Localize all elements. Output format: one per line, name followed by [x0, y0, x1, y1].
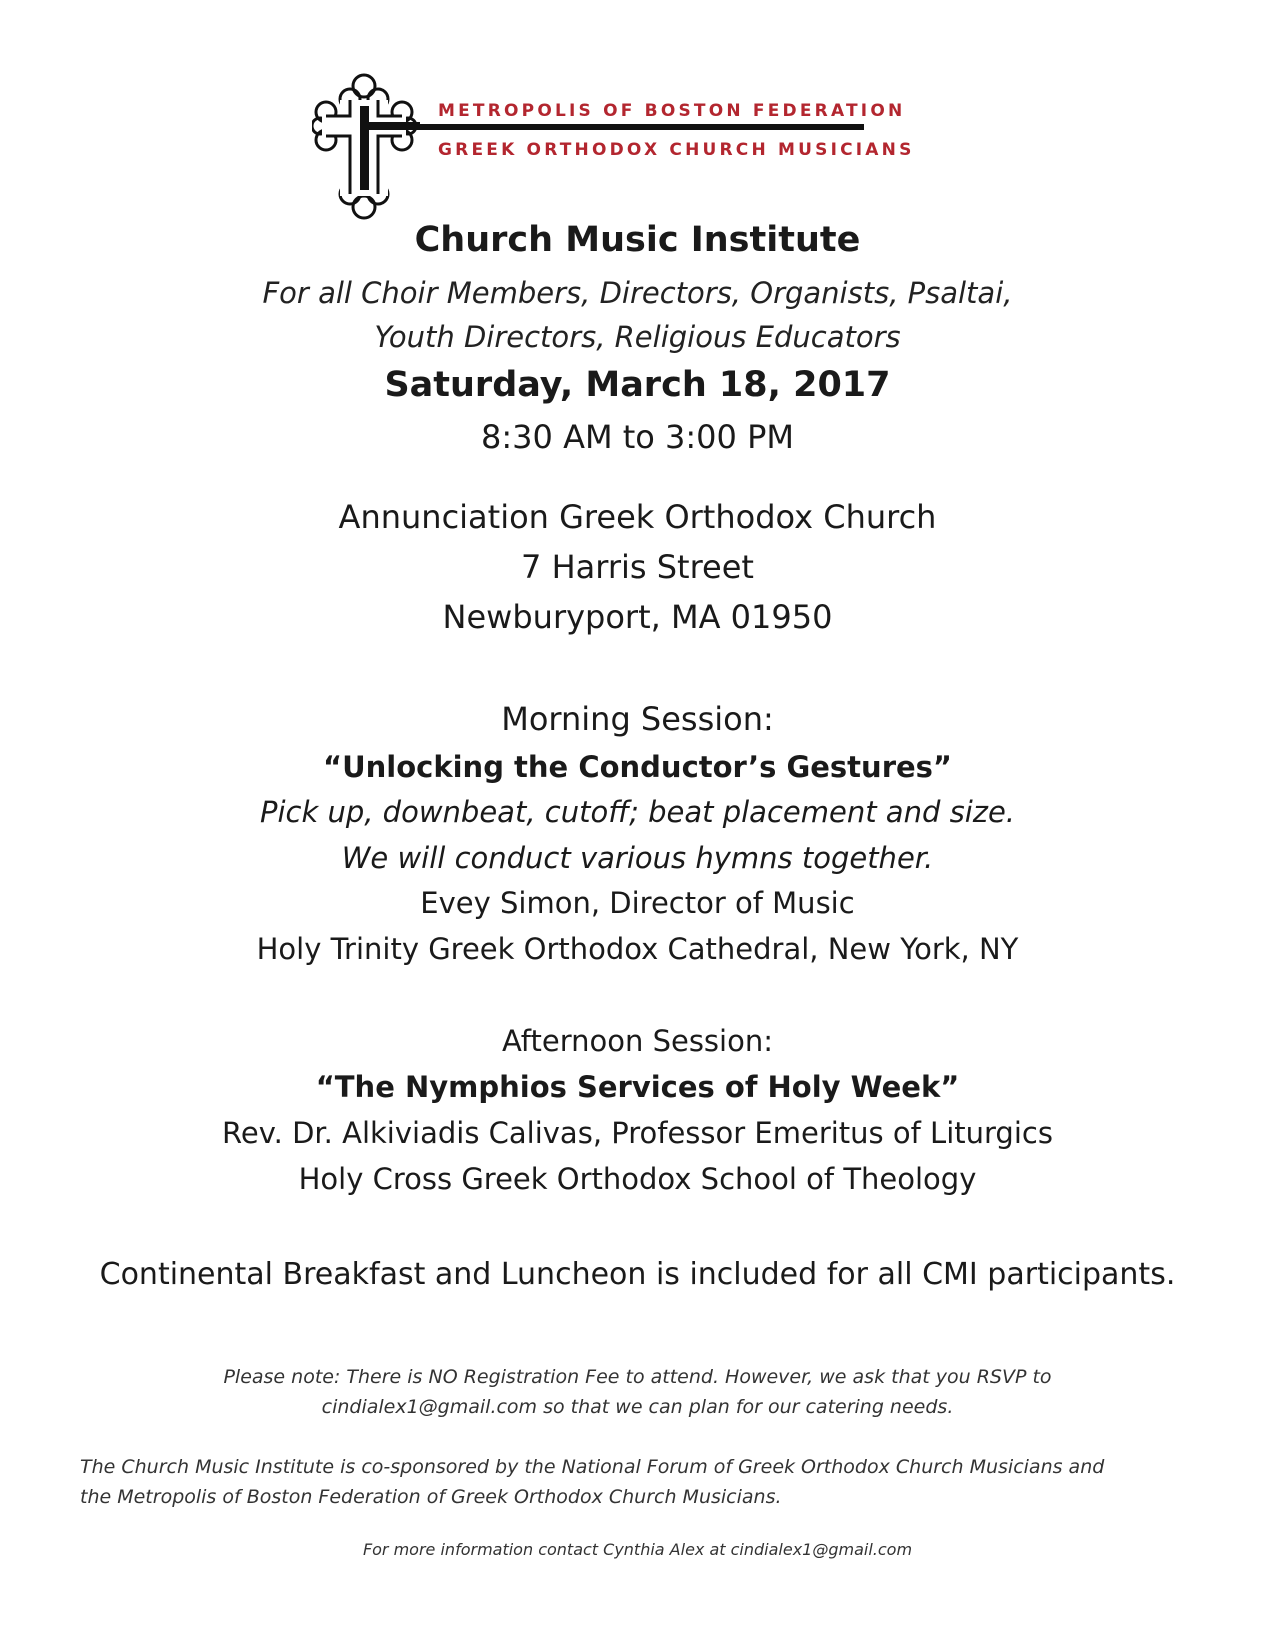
meals-note: Continental Breakfast and Luncheon is included for all CMI participants.: [99, 1257, 1176, 1292]
venue-city: Newburyport, MA 01950: [442, 598, 833, 636]
logo-title-line2: GREEK ORTHODOX CHURCH MUSICIANS: [438, 140, 915, 160]
federation-logo: [312, 70, 915, 230]
event-date: Saturday, March 18, 2017: [384, 365, 891, 405]
afternoon-session-affiliation: Holy Cross Greek Orthodox School of Theology: [298, 1162, 977, 1196]
venue-street: 7 Harris Street: [521, 548, 754, 586]
event-time: 8:30 AM to 3:00 PM: [481, 418, 794, 456]
event-title: Church Music Institute: [414, 220, 861, 260]
afternoon-session-speaker: Rev. Dr. Alkiviadis Calivas, Professor Emeritus of Liturgics: [222, 1116, 1053, 1150]
afternoon-session-title: “The Nymphios Services of Holy Week”: [315, 1070, 960, 1104]
morning-session-description-1: Pick up, downbeat, cutoff; beat placement and size.: [259, 795, 1016, 829]
morning-session-description-2: We will conduct various hymns together.: [341, 841, 934, 875]
afternoon-session-heading: Afternoon Session:: [501, 1024, 773, 1058]
sponsors-line-2: the Metropolis of Boston Federation of Greek Orthodox Church Musicians.: [80, 1486, 782, 1508]
morning-session-title: “Unlocking the Conductor’s Gestures”: [323, 750, 952, 784]
audience-line-1: For all Choir Members, Directors, Organists, Psaltai,: [262, 276, 1013, 310]
audience-line-2: Youth Directors, Religious Educators: [374, 320, 901, 354]
morning-session-speaker: Evey Simon, Director of Music: [420, 886, 855, 920]
sponsors-line-1: The Church Music Institute is co-sponsored by the National Forum of Greek Orthodox Church Musicians and: [80, 1456, 1105, 1478]
registration-note-line-2: cindialex1@gmail.com so that we can plan for our catering needs.: [321, 1396, 954, 1418]
venue-name: Annunciation Greek Orthodox Church: [338, 498, 937, 536]
morning-session-heading: Morning Session:: [501, 700, 774, 738]
registration-note-line-1: Please note: There is NO Registration Fee to attend. However, we ask that you RSVP to: [223, 1366, 1052, 1388]
contact-info: For more information contact Cynthia Alex at cindialex1@gmail.com: [362, 1540, 913, 1559]
morning-session-affiliation: Holy Trinity Greek Orthodox Cathedral, New York, NY: [256, 932, 1019, 966]
logo-title-line1: METROPOLIS OF BOSTON FEDERATION: [438, 101, 906, 121]
